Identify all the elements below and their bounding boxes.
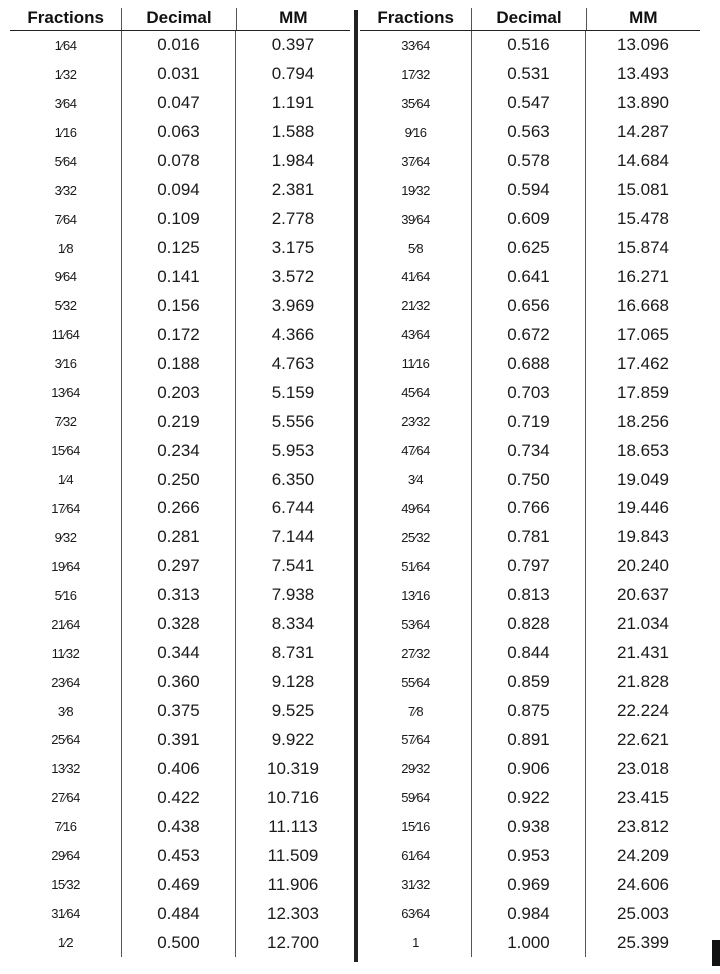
fraction-cell: 25⁄32 — [360, 523, 472, 552]
mm-cell: 2.778 — [271, 209, 315, 229]
table-row — [10, 783, 350, 812]
fractions-header: Fractions — [10, 8, 122, 30]
fraction-cell: 47⁄64 — [360, 436, 472, 465]
mm-cell: 0.397 — [271, 35, 315, 55]
table-row — [360, 465, 700, 494]
decimal-cell: 0.297 — [122, 552, 236, 581]
mm-cell: 23.018 — [617, 758, 669, 778]
table-row — [360, 610, 700, 639]
fractions-header: Fractions — [360, 8, 472, 30]
decimal-cell: 0.906 — [472, 754, 586, 783]
decimal-cell: 0.828 — [472, 610, 586, 639]
mm-cell: 14.287 — [617, 122, 669, 142]
edge-mark — [712, 940, 720, 966]
decimal-cell: 0.469 — [122, 870, 236, 899]
fraction-cell: 5⁄8 — [360, 234, 472, 263]
decimal-cell: 0.438 — [122, 812, 236, 841]
right-header-row — [360, 6, 700, 31]
fraction-cell: 3⁄8 — [10, 697, 122, 726]
table-row — [10, 176, 350, 205]
conversion-chart — [10, 6, 710, 966]
mm-cell: 11.509 — [267, 845, 319, 865]
table-row — [10, 465, 350, 494]
mm-cell: 0.794 — [271, 64, 315, 84]
decimal-cell: 0.313 — [122, 581, 236, 610]
fraction-cell: 13⁄64 — [10, 378, 122, 407]
table-row — [10, 726, 350, 755]
table-row — [360, 754, 700, 783]
table-row — [360, 494, 700, 523]
table-row — [10, 610, 350, 639]
decimal-cell: 0.594 — [472, 176, 586, 205]
decimal-cell: 0.563 — [472, 118, 586, 147]
decimal-cell: 0.813 — [472, 581, 586, 610]
table-row — [360, 783, 700, 812]
fraction-cell: 17⁄64 — [10, 494, 122, 523]
fraction-cell: 27⁄32 — [360, 639, 472, 668]
table-row — [10, 928, 350, 957]
fraction-cell: 11⁄16 — [360, 349, 472, 378]
decimal-cell: 0.375 — [122, 697, 236, 726]
mm-cell: 17.462 — [617, 353, 669, 373]
mm-cell: 18.653 — [617, 440, 669, 460]
left-rows — [10, 31, 350, 957]
decimal-cell: 0.781 — [472, 523, 586, 552]
fraction-cell: 7⁄64 — [10, 205, 122, 234]
mm-cell: 11.906 — [267, 874, 319, 894]
mm-cell: 15.874 — [617, 238, 669, 258]
decimal-cell: 0.547 — [472, 89, 586, 118]
decimal-cell: 0.578 — [472, 147, 586, 176]
mm-cell: 19.049 — [617, 469, 669, 489]
decimal-cell: 0.234 — [122, 436, 236, 465]
mm-cell: 8.731 — [271, 643, 315, 663]
table-row — [360, 205, 700, 234]
decimal-cell: 0.516 — [472, 31, 586, 60]
decimal-cell: 0.344 — [122, 639, 236, 668]
decimal-cell: 0.922 — [472, 783, 586, 812]
fraction-cell: 17⁄32 — [360, 60, 472, 89]
fraction-cell: 21⁄64 — [10, 610, 122, 639]
table-row — [10, 407, 350, 436]
table-row — [10, 320, 350, 349]
mm-cell: 22.621 — [617, 729, 669, 749]
decimal-cell: 0.281 — [122, 523, 236, 552]
table-row — [360, 697, 700, 726]
mm-cell: 8.334 — [271, 614, 315, 634]
mm-cell: 17.859 — [617, 382, 669, 402]
fraction-cell: 15⁄64 — [10, 436, 122, 465]
table-row — [10, 552, 350, 581]
table-row — [360, 726, 700, 755]
table-row — [10, 234, 350, 263]
mm-cell: 5.953 — [271, 440, 315, 460]
table-row — [10, 697, 350, 726]
decimal-cell: 0.656 — [472, 291, 586, 320]
fraction-cell: 3⁄16 — [10, 349, 122, 378]
decimal-cell: 0.531 — [472, 60, 586, 89]
table-row — [10, 812, 350, 841]
fraction-cell: 9⁄32 — [10, 523, 122, 552]
mm-cell: 9.128 — [271, 672, 315, 692]
fraction-cell: 49⁄64 — [360, 494, 472, 523]
mm-header: MM — [279, 8, 308, 27]
center-divider — [354, 10, 358, 962]
fraction-cell: 45⁄64 — [360, 378, 472, 407]
mm-cell: 20.240 — [617, 556, 669, 576]
fraction-cell: 25⁄64 — [10, 726, 122, 755]
fraction-cell: 13⁄32 — [10, 754, 122, 783]
table-row — [360, 899, 700, 928]
table-row — [10, 349, 350, 378]
table-row — [10, 899, 350, 928]
mm-cell: 4.366 — [271, 324, 315, 344]
table-row — [360, 31, 700, 60]
fraction-cell: 53⁄64 — [360, 610, 472, 639]
fraction-cell: 57⁄64 — [360, 726, 472, 755]
mm-cell: 25.003 — [617, 903, 669, 923]
decimal-cell: 0.266 — [122, 494, 236, 523]
decimal-cell: 0.031 — [122, 60, 236, 89]
table-row — [360, 60, 700, 89]
mm-cell: 3.175 — [271, 238, 315, 258]
fraction-cell: 7⁄16 — [10, 812, 122, 841]
mm-cell: 21.828 — [617, 672, 669, 692]
fraction-cell: 15⁄16 — [360, 812, 472, 841]
decimal-cell: 0.328 — [122, 610, 236, 639]
table-row — [10, 581, 350, 610]
mm-cell: 24.606 — [617, 874, 669, 894]
decimal-cell: 1.000 — [472, 928, 586, 957]
mm-cell: 16.668 — [617, 295, 669, 315]
table-row — [360, 378, 700, 407]
mm-cell: 15.081 — [617, 180, 669, 200]
table-row — [10, 147, 350, 176]
decimal-cell: 0.844 — [472, 639, 586, 668]
decimal-cell: 0.219 — [122, 407, 236, 436]
mm-cell: 7.938 — [271, 585, 315, 605]
decimal-cell: 0.938 — [472, 812, 586, 841]
mm-cell: 4.763 — [271, 353, 315, 373]
table-row — [10, 523, 350, 552]
right-rows — [360, 31, 700, 957]
fraction-cell: 13⁄16 — [360, 581, 472, 610]
table-row — [10, 494, 350, 523]
table-row — [10, 378, 350, 407]
table-row — [360, 263, 700, 292]
decimal-cell: 0.641 — [472, 263, 586, 292]
fraction-cell: 1⁄64 — [10, 31, 122, 60]
mm-cell: 6.350 — [271, 469, 315, 489]
decimal-cell: 0.063 — [122, 118, 236, 147]
fraction-cell: 31⁄32 — [360, 870, 472, 899]
mm-cell: 1.588 — [271, 122, 315, 142]
mm-cell: 12.700 — [267, 932, 319, 952]
fraction-cell: 59⁄64 — [360, 783, 472, 812]
table-row — [10, 118, 350, 147]
fraction-cell: 5⁄16 — [10, 581, 122, 610]
decimal-cell: 0.203 — [122, 378, 236, 407]
table-row — [360, 639, 700, 668]
table-row — [360, 176, 700, 205]
fraction-cell: 19⁄32 — [360, 176, 472, 205]
fraction-cell: 11⁄32 — [10, 639, 122, 668]
mm-cell: 7.144 — [271, 527, 315, 547]
table-row — [10, 291, 350, 320]
mm-cell: 22.224 — [617, 701, 669, 721]
table-row — [360, 668, 700, 697]
fraction-cell: 23⁄64 — [10, 668, 122, 697]
fraction-cell: 39⁄64 — [360, 205, 472, 234]
table-row — [360, 291, 700, 320]
table-row — [360, 147, 700, 176]
mm-cell: 5.556 — [271, 411, 315, 431]
mm-cell: 2.381 — [271, 180, 315, 200]
mm-cell: 14.684 — [617, 151, 669, 171]
table-row — [10, 639, 350, 668]
fraction-cell: 37⁄64 — [360, 147, 472, 176]
fraction-cell: 41⁄64 — [360, 263, 472, 292]
fraction-cell: 5⁄64 — [10, 147, 122, 176]
decimal-cell: 0.875 — [472, 697, 586, 726]
mm-cell: 13.096 — [617, 35, 669, 55]
decimal-cell: 0.859 — [472, 668, 586, 697]
decimal-cell: 0.750 — [472, 465, 586, 494]
mm-cell: 23.812 — [617, 816, 669, 836]
table-row — [10, 754, 350, 783]
decimal-cell: 0.453 — [122, 841, 236, 870]
mm-cell: 13.493 — [617, 64, 669, 84]
mm-cell: 16.271 — [617, 266, 669, 286]
mm-cell: 24.209 — [617, 845, 669, 865]
fraction-cell: 3⁄64 — [10, 89, 122, 118]
table-row — [360, 349, 700, 378]
fraction-cell: 11⁄64 — [10, 320, 122, 349]
table-row — [360, 581, 700, 610]
fraction-cell: 1⁄4 — [10, 465, 122, 494]
fraction-cell: 1⁄16 — [10, 118, 122, 147]
mm-cell: 19.446 — [617, 498, 669, 518]
left-table — [10, 6, 350, 957]
decimal-cell: 0.891 — [472, 726, 586, 755]
mm-cell: 12.303 — [267, 903, 319, 923]
mm-cell: 9.525 — [271, 701, 315, 721]
decimal-cell: 0.188 — [122, 349, 236, 378]
decimal-cell: 0.172 — [122, 320, 236, 349]
table-row — [360, 841, 700, 870]
table-row — [10, 60, 350, 89]
fraction-cell: 7⁄32 — [10, 407, 122, 436]
table-row — [360, 234, 700, 263]
fraction-cell: 1 — [360, 928, 472, 957]
fraction-cell: 9⁄16 — [360, 118, 472, 147]
table-row — [10, 668, 350, 697]
table-row — [10, 870, 350, 899]
decimal-cell: 0.484 — [122, 899, 236, 928]
fraction-cell: 3⁄4 — [360, 465, 472, 494]
fraction-cell: 1⁄8 — [10, 234, 122, 263]
left-header-row — [10, 6, 350, 31]
fraction-cell: 63⁄64 — [360, 899, 472, 928]
decimal-cell: 0.703 — [472, 378, 586, 407]
fraction-cell: 1⁄2 — [10, 928, 122, 957]
table-row — [10, 31, 350, 60]
fraction-cell: 61⁄64 — [360, 841, 472, 870]
table-row — [360, 89, 700, 118]
mm-cell: 13.890 — [617, 93, 669, 113]
table-row — [360, 523, 700, 552]
decimal-cell: 0.156 — [122, 291, 236, 320]
decimal-cell: 0.969 — [472, 870, 586, 899]
mm-cell: 1.191 — [271, 93, 315, 113]
table-row — [10, 263, 350, 292]
mm-cell: 17.065 — [617, 324, 669, 344]
right-table — [360, 6, 700, 957]
table-row — [10, 205, 350, 234]
mm-cell: 15.478 — [617, 209, 669, 229]
mm-cell: 10.716 — [267, 787, 319, 807]
decimal-cell: 0.766 — [472, 494, 586, 523]
fraction-cell: 9⁄64 — [10, 263, 122, 292]
mm-cell: 7.541 — [271, 556, 315, 576]
mm-cell: 5.159 — [271, 382, 315, 402]
fraction-cell: 7⁄8 — [360, 697, 472, 726]
mm-cell: 23.415 — [617, 787, 669, 807]
mm-cell: 20.637 — [617, 585, 669, 605]
fraction-cell: 29⁄64 — [10, 841, 122, 870]
table-row — [10, 841, 350, 870]
decimal-cell: 0.125 — [122, 234, 236, 263]
mm-cell: 21.034 — [617, 614, 669, 634]
decimal-cell: 0.360 — [122, 668, 236, 697]
table-row — [360, 812, 700, 841]
decimal-cell: 0.016 — [122, 31, 236, 60]
decimal-cell: 0.047 — [122, 89, 236, 118]
fraction-cell: 29⁄32 — [360, 754, 472, 783]
decimal-cell: 0.984 — [472, 899, 586, 928]
fraction-cell: 15⁄32 — [10, 870, 122, 899]
decimal-cell: 0.094 — [122, 176, 236, 205]
fraction-cell: 55⁄64 — [360, 668, 472, 697]
table-row — [360, 870, 700, 899]
mm-cell: 19.843 — [617, 527, 669, 547]
table-row — [360, 118, 700, 147]
mm-cell: 18.256 — [617, 411, 669, 431]
mm-cell: 11.113 — [268, 816, 318, 836]
fraction-cell: 51⁄64 — [360, 552, 472, 581]
decimal-header: Decimal — [472, 8, 586, 30]
decimal-cell: 0.609 — [472, 205, 586, 234]
mm-cell: 6.744 — [271, 498, 315, 518]
decimal-cell: 0.672 — [472, 320, 586, 349]
fraction-cell: 35⁄64 — [360, 89, 472, 118]
table-row — [360, 436, 700, 465]
mm-cell: 1.984 — [271, 151, 315, 171]
table-row — [360, 320, 700, 349]
fraction-cell: 27⁄64 — [10, 783, 122, 812]
fraction-cell: 31⁄64 — [10, 899, 122, 928]
mm-cell: 25.399 — [617, 932, 669, 952]
fraction-cell: 21⁄32 — [360, 291, 472, 320]
mm-cell: 3.572 — [271, 266, 315, 286]
fraction-cell: 19⁄64 — [10, 552, 122, 581]
decimal-cell: 0.141 — [122, 263, 236, 292]
decimal-cell: 0.250 — [122, 465, 236, 494]
decimal-cell: 0.688 — [472, 349, 586, 378]
decimal-cell: 0.406 — [122, 754, 236, 783]
mm-header: MM — [629, 8, 658, 27]
decimal-cell: 0.797 — [472, 552, 586, 581]
decimal-cell: 0.391 — [122, 726, 236, 755]
table-row — [10, 89, 350, 118]
decimal-cell: 0.422 — [122, 783, 236, 812]
decimal-cell: 0.500 — [122, 928, 236, 957]
decimal-cell: 0.109 — [122, 205, 236, 234]
table-row — [360, 552, 700, 581]
mm-cell: 3.969 — [271, 295, 315, 315]
table-row — [360, 407, 700, 436]
decimal-cell: 0.719 — [472, 407, 586, 436]
mm-cell: 21.431 — [617, 643, 669, 663]
fraction-cell: 1⁄32 — [10, 60, 122, 89]
fraction-cell: 43⁄64 — [360, 320, 472, 349]
mm-cell: 10.319 — [267, 758, 319, 778]
fraction-cell: 5⁄32 — [10, 291, 122, 320]
table-row — [360, 928, 700, 957]
table-row — [10, 436, 350, 465]
decimal-header: Decimal — [122, 8, 236, 30]
fraction-cell: 3⁄32 — [10, 176, 122, 205]
fraction-cell: 33⁄64 — [360, 31, 472, 60]
decimal-cell: 0.734 — [472, 436, 586, 465]
decimal-cell: 0.953 — [472, 841, 586, 870]
mm-cell: 9.922 — [271, 729, 315, 749]
decimal-cell: 0.078 — [122, 147, 236, 176]
decimal-cell: 0.625 — [472, 234, 586, 263]
fraction-cell: 23⁄32 — [360, 407, 472, 436]
